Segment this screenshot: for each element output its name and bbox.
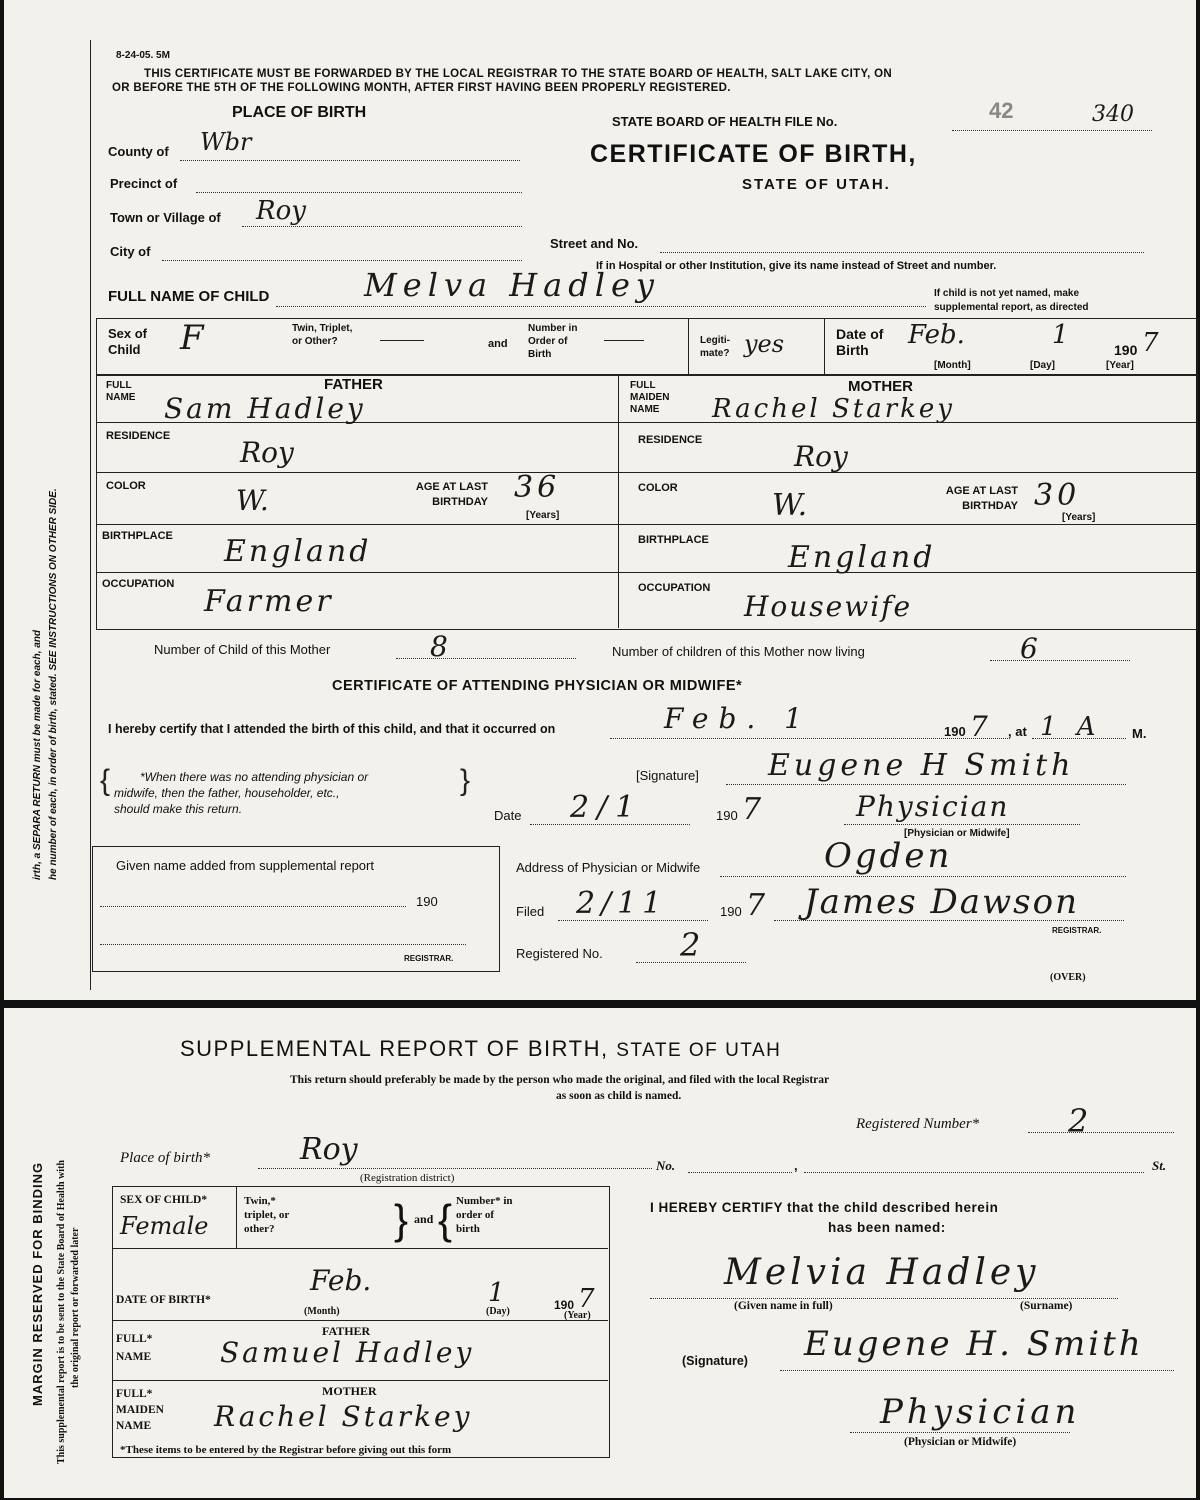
st-label: St.: [1152, 1158, 1167, 1173]
number-label: Number* in order of birth: [456, 1195, 513, 1235]
certify-line-2: has been named:: [828, 1220, 946, 1235]
mother-name: Rachel Starkey: [712, 394, 955, 424]
father-color: W.: [236, 484, 269, 517]
certificate-title: CERTIFICATE OF BIRTH,: [590, 140, 917, 168]
city-label: City of: [110, 244, 151, 259]
mother-color: W.: [772, 488, 808, 523]
mother-heading: MOTHER: [322, 1384, 377, 1398]
father-full-label: FULL* NAME: [116, 1333, 153, 1363]
unnamed-note-2: supplemental report, as directed: [934, 302, 1089, 313]
full-name-value: Melva Hadley: [364, 266, 660, 304]
mother-years-caption: [Years]: [1062, 512, 1096, 523]
month-caption: (Month): [304, 1306, 340, 1317]
legitimate-value: yes: [744, 330, 785, 358]
side-instructions-1: he number of each, in order of birth, stated. SEE INSTRUCTIONS ON OTHER SIDE.: [48, 488, 59, 880]
children-living-label: Number of children of this Mother now living: [612, 644, 865, 659]
dob-day: 1: [488, 1278, 505, 1308]
sex-value: F: [180, 318, 204, 358]
mother-residence: Roy: [794, 440, 848, 473]
instruction-line-1: This return should preferably be made by the person who made the original, and filed with the local Registrar: [290, 1074, 830, 1086]
street-label: Street and No.: [550, 236, 639, 251]
and-label: and: [488, 338, 508, 350]
date-year-prefix: 190: [716, 808, 738, 823]
hospital-note: If in Hospital or other Institution, give its name instead of Street and number.: [596, 260, 997, 272]
footnote: *These items to be entered by the Registrar before giving out this form: [120, 1444, 452, 1456]
margin-binding-text: MARGIN RESERVED FOR BINDING: [30, 1161, 45, 1406]
mother-occupation-label: OCCUPATION: [638, 582, 711, 594]
occurred-time: 1 A: [1040, 712, 1102, 742]
mother-heading: MOTHER: [848, 378, 913, 395]
given-year-prefix: 190: [416, 894, 438, 909]
occurred-date: Feb. 1: [664, 702, 813, 735]
occurred-year-hand: 7: [970, 710, 988, 743]
file-no-handwritten: 340: [1092, 102, 1134, 127]
note-line-3: should make this return.: [114, 802, 243, 816]
occurred-year-prefix: 190: [944, 724, 966, 739]
father-residence: Roy: [240, 436, 294, 469]
note-brace-right: }: [460, 764, 471, 797]
file-no-stamp: 42: [989, 98, 1014, 123]
day-caption: [Day]: [1030, 360, 1056, 371]
address-value: Ogden: [824, 836, 953, 876]
legitimate-label: Legiti- mate?: [700, 335, 730, 359]
town-value: Roy: [256, 196, 306, 226]
address-label: Address of Physician or Midwife: [516, 860, 701, 875]
m-label: M.: [1132, 726, 1147, 741]
place-of-birth-heading: PLACE OF BIRTH: [232, 104, 367, 121]
mother-maiden-label: FULL* MAIDEN NAME: [116, 1388, 164, 1432]
date-value: 2/1: [570, 790, 643, 825]
year-caption: [Year]: [1106, 360, 1134, 371]
mother-birthplace-label: BIRTHPLACE: [638, 534, 709, 546]
note-line-2: midwife, then the father, householder, etc.,: [114, 786, 340, 800]
signature-value: Eugene H. Smith: [804, 1324, 1144, 1364]
year-caption: (Year): [564, 1310, 591, 1321]
registered-label: Registered No.: [516, 946, 603, 961]
at-label: , at: [1008, 724, 1027, 739]
side-note-1: This supplemental report is to be sent to the State Board of Health with: [56, 1160, 67, 1464]
margin-rule: [90, 40, 91, 990]
mother-age: 30: [1034, 478, 1081, 513]
filed-value: 2/11: [576, 886, 668, 921]
role-value: Physician: [880, 1392, 1081, 1432]
father-occupation-label: OCCUPATION: [102, 578, 175, 590]
twin-label: Twin, Triplet, or Other?: [292, 323, 353, 347]
role-caption: [Physician or Midwife]: [904, 828, 1010, 839]
number-order-label: Number in Order of Birth: [528, 323, 578, 360]
father-years-caption: [Years]: [526, 510, 560, 521]
father-age-label: AGE AT LAST BIRTHDAY: [415, 481, 488, 508]
sex-value: Female: [120, 1212, 209, 1240]
registered-value: 2: [680, 926, 701, 964]
no-label: No.: [656, 1158, 676, 1173]
notice-line-1: THIS CERTIFICATE MUST BE FORWARDED BY THE LOCAL REGISTRAR TO THE STATE BOARD OF HEALTH, SALT LAKE CITY, ON: [144, 68, 892, 80]
supplemental-report: MARGIN RESERVED FOR BINDING This supplemental report is to be sent to the State Board of Health with the original report or forwarded later SUPPLEMENTAL REPORT OF BIRTH, STATE OF UTAH This return should preferably be made by the person who made the original, and filed with the local Registrar as soon as child is named. Registered Number* 2 Place of birth* Roy (Registration district) No. , St. SEX OF CHILD* Female Twin,* triplet, or other? } and { Number* in order of birth DATE OF BIRTH* Feb. 1 190 7 (Month) (Day) (Year) FATHER FULL* NAME Samuel Hadley MOTHER FULL* MAIDEN NAME Rachel Starkey *These items to be entered by the Registrar before giving out this form I HEREBY CERTIFY that the child described herein has been named: Melvia Hadley (Given name in full) (Surname) (Signature) Eugene H. Smith Physician (Physician or Midwife): [4, 1008, 1196, 1498]
notice-line-2: OR BEFORE THE 5TH OF THE FOLLOWING MONTH, AFTER FIRST HAVING BEEN PROPERLY REGISTERED.: [112, 82, 731, 94]
father-name: Samuel Hadley: [220, 1336, 475, 1369]
certify-text: I hereby certify that I attended the birth of this child, and that it occurred on: [108, 722, 556, 736]
given-name-label: Given name added from supplemental report: [116, 858, 374, 873]
certificate-subtitle: STATE OF UTAH.: [742, 176, 891, 193]
registered-number-label: Registered Number*: [856, 1116, 980, 1132]
place-value: Roy: [300, 1132, 358, 1167]
month-caption: [Month]: [934, 360, 971, 371]
father-birthplace-label: BIRTHPLACE: [102, 530, 173, 542]
dob-label: DATE OF BIRTH*: [116, 1294, 211, 1306]
dob-year-hand: 7: [1142, 328, 1159, 358]
date-year-hand: 7: [742, 792, 762, 827]
father-name: Sam Hadley: [164, 392, 366, 425]
signature-label: (Signature): [682, 1354, 748, 1368]
child-number-label: Number of Child of this Mother: [154, 642, 331, 657]
reg-district-caption: (Registration district): [360, 1172, 455, 1184]
mother-name: Rachel Starkey: [214, 1400, 473, 1433]
mother-birthplace: England: [788, 540, 936, 575]
form-code: 8-24-05. 5M: [116, 50, 170, 61]
mother-color-label: COLOR: [638, 482, 678, 494]
mother-age-label: AGE AT LAST BIRTHDAY: [945, 485, 1018, 512]
supplemental-title-state: STATE OF UTAH: [616, 1040, 782, 1061]
registrar-name: James Dawson: [804, 882, 1079, 922]
father-color-label: COLOR: [106, 480, 146, 492]
dob-month: Feb.: [908, 320, 965, 350]
registrar-caption: REGISTRAR.: [1052, 926, 1102, 935]
twin-label: Twin,* triplet, or other?: [244, 1195, 290, 1235]
mother-residence-label: RESIDENCE: [638, 434, 703, 446]
full-name-label: FULL NAME OF CHILD: [108, 288, 270, 305]
given-registrar-caption: REGISTRAR.: [404, 954, 454, 963]
given-caption: (Given name in full): [734, 1300, 833, 1312]
filed-year-hand: 7: [746, 888, 766, 923]
child-number-value: 8: [430, 630, 448, 663]
birth-certificate: [4, 0, 1196, 1000]
filed-label: Filed: [516, 904, 545, 919]
dob-label: Date of Birth: [836, 326, 884, 358]
supplemental-title: [180, 1036, 781, 1062]
surname-caption: (Surname): [1020, 1300, 1073, 1312]
role-value: Physician: [856, 790, 1010, 823]
children-living-value: 6: [1020, 632, 1038, 665]
county-label: County of: [108, 144, 169, 159]
supplemental-title-main: SUPPLEMENTAL REPORT OF BIRTH,: [180, 1036, 609, 1061]
precinct-label: Precinct of: [110, 176, 178, 191]
certify-line-1: I HEREBY CERTIFY that the child described herein: [650, 1200, 999, 1215]
father-occupation: Farmer: [204, 584, 334, 619]
side-note-2: the original report or forwarded later: [70, 1227, 81, 1388]
father-heading: FATHER: [322, 1324, 371, 1338]
father-age: 36: [514, 470, 561, 505]
unnamed-note-1: If child is not yet named, make: [934, 288, 1080, 299]
town-label: Town or Village of: [110, 210, 221, 225]
role-caption: (Physician or Midwife): [904, 1436, 1017, 1448]
note-line-1: *When there was no attending physician or: [140, 770, 369, 784]
signature-label: [Signature]: [636, 768, 699, 783]
over-label: (OVER): [1050, 972, 1086, 983]
county-value: Wbr: [200, 128, 252, 156]
sex-label: Sex of Child: [108, 326, 148, 357]
sex-label: SEX OF CHILD*: [120, 1194, 208, 1206]
father-full-name-label: FULL NAME: [106, 380, 136, 403]
and-label: and: [414, 1212, 434, 1226]
day-caption: (Day): [486, 1306, 510, 1317]
named-value: Melvia Hadley: [724, 1252, 1040, 1293]
registered-number-value: 2: [1068, 1102, 1089, 1140]
father-birthplace: England: [224, 534, 372, 569]
file-no-label: STATE BOARD OF HEALTH FILE No.: [612, 114, 838, 129]
dob-month: Feb.: [310, 1264, 372, 1297]
note-brace-left: {: [100, 764, 111, 797]
date-label: Date: [494, 808, 522, 823]
father-heading: FATHER: [324, 376, 383, 393]
side-instructions-2: irth, a SEPARA RETURN must be made for each, and: [32, 629, 43, 880]
dob-year-prefix: 190: [554, 1298, 575, 1312]
dob-year-hand: 7: [578, 1284, 595, 1314]
instruction-line-2: as soon as child is named.: [556, 1090, 682, 1102]
filed-year-prefix: 190: [720, 904, 742, 919]
physician-heading: CERTIFICATE OF ATTENDING PHYSICIAN OR MIDWIFE*: [332, 678, 743, 694]
signature-value: Eugene H Smith: [768, 748, 1075, 783]
mother-occupation: Housewife: [744, 590, 913, 623]
dob-year-prefix: 190: [1114, 342, 1138, 358]
dob-day: 1: [1052, 320, 1069, 350]
father-residence-label: RESIDENCE: [106, 430, 171, 442]
mother-maiden-name-label: FULL MAIDEN NAME: [630, 380, 670, 415]
place-label: Place of birth*: [120, 1150, 210, 1166]
